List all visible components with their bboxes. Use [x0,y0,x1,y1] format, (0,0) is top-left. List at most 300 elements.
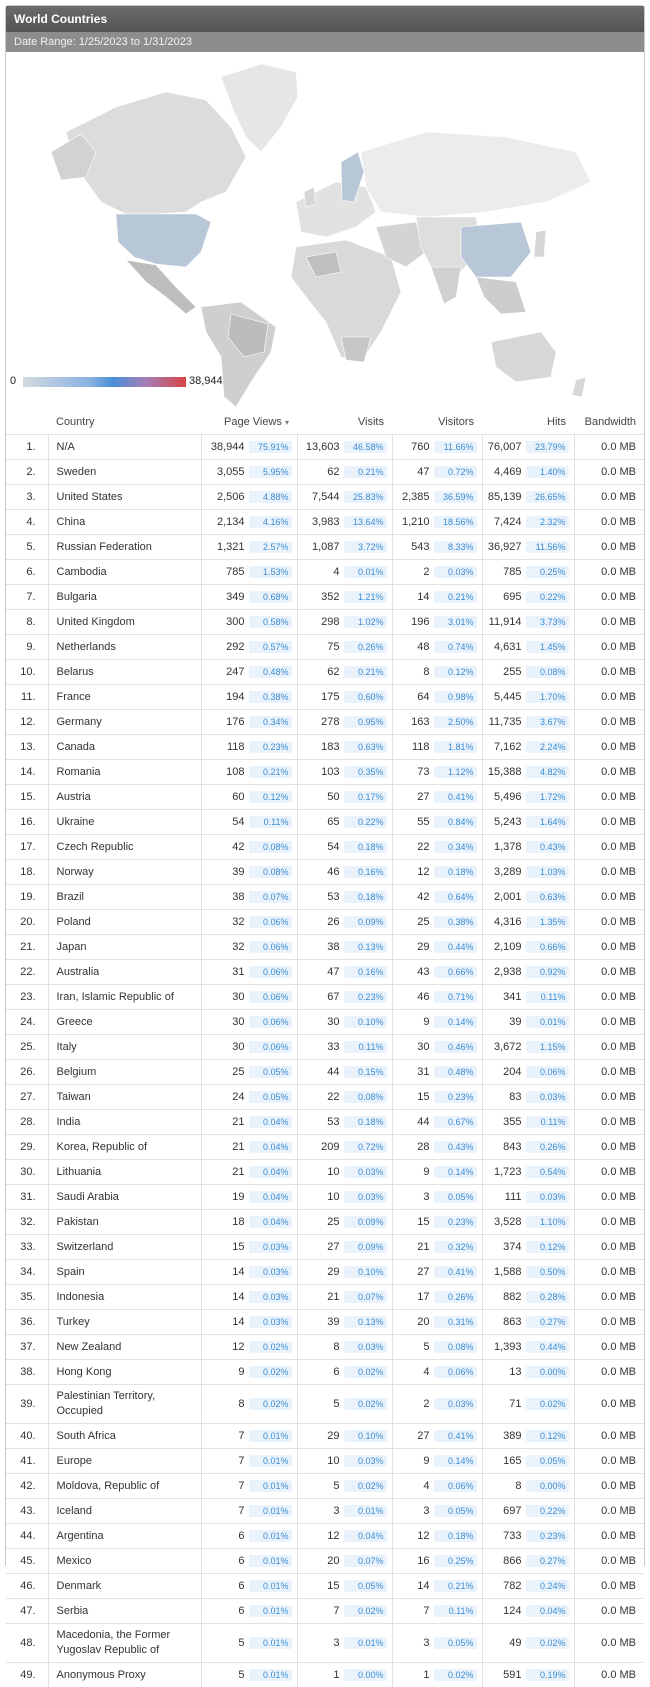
page-views-percent: 0.01% [249,1505,292,1517]
hits-percent: 0.24% [526,1580,569,1592]
row-country[interactable]: Austria [48,785,201,810]
visits-value: 53 [327,891,339,903]
hits-cell [482,1310,574,1335]
row-country[interactable]: Turkey [48,1310,201,1335]
visits-cell [297,1060,392,1085]
row-country[interactable]: Cambodia [48,560,201,585]
header-page-views[interactable] [201,410,297,435]
page-views-cell [201,1310,297,1335]
hits-cell [482,735,574,760]
visitors-value: 4 [423,1366,429,1378]
row-rank: 19. [6,885,48,910]
visitors-percent: 0.67% [434,1116,477,1128]
hits-cell [482,1599,574,1624]
header-hits[interactable]: Hits [482,410,574,435]
map-southeast-asia [476,277,526,314]
hits-value: 4,316 [494,916,522,928]
hits-percent: 2.32% [526,516,569,528]
hits-percent: 0.00% [526,1480,569,1492]
page-views-value: 31 [232,966,244,978]
page-views-percent: 0.06% [249,1016,292,1028]
visits-cell [297,1663,392,1687]
visits-cell [297,660,392,685]
visits-cell [297,710,392,735]
visitors-value: 27 [417,1430,429,1442]
page-views-cell [201,1060,297,1085]
visitors-value: 15 [417,1216,429,1228]
header-bandwidth[interactable]: Bandwidth [574,410,644,435]
visitors-cell [392,960,482,985]
page-views-cell [201,860,297,885]
hits-cell [482,860,574,885]
hits-value: 843 [503,1141,521,1153]
visitors-cell [392,685,482,710]
page-views-value: 247 [226,666,244,678]
page-views-value: 6 [238,1580,244,1592]
visits-value: 298 [321,616,339,628]
visitors-percent: 0.38% [434,916,477,928]
row-country[interactable]: Greece [48,1010,201,1035]
visitors-cell [392,1499,482,1524]
visits-cell [297,1449,392,1474]
visits-percent: 0.10% [344,1430,387,1442]
visits-cell [297,885,392,910]
page-views-cell [201,1185,297,1210]
table-row [6,785,644,810]
row-rank: 43. [6,1499,48,1524]
row-country[interactable]: Czech Republic [48,835,201,860]
map-south-africa [341,337,371,362]
visitors-value: 8 [423,666,429,678]
visitors-percent: 0.64% [434,891,477,903]
row-country[interactable]: China [48,510,201,535]
row-country[interactable]: Lithuania [48,1160,201,1185]
page-views-value: 7 [238,1455,244,1467]
row-bandwidth: 0.0 MB [574,935,644,960]
page-views-cell [201,910,297,935]
visits-percent: 0.22% [344,816,387,828]
visits-value: 20 [327,1555,339,1567]
visitors-percent: 0.25% [434,1555,477,1567]
row-country[interactable]: Macedonia, the Former Yugoslav Republic of [48,1624,201,1663]
row-country[interactable]: Spain [48,1260,201,1285]
hits-cell [482,1474,574,1499]
hits-value: 83 [509,1091,521,1103]
page-views-cell [201,1474,297,1499]
visitors-value: 43 [417,966,429,978]
page-views-cell [201,435,297,460]
row-bandwidth: 0.0 MB [574,1474,644,1499]
visits-cell [297,1010,392,1035]
table-row [6,1663,644,1687]
visitors-value: 15 [417,1091,429,1103]
visits-cell [297,435,392,460]
visits-value: 278 [321,716,339,728]
visitors-cell [392,1524,482,1549]
visits-cell [297,1360,392,1385]
visits-percent: 25.83% [344,491,387,503]
row-country[interactable]: Russian Federation [48,535,201,560]
row-country[interactable]: Indonesia [48,1285,201,1310]
row-bandwidth: 0.0 MB [574,1624,644,1663]
visits-value: 3 [333,1505,339,1517]
visits-percent: 0.16% [344,966,387,978]
row-country[interactable]: Italy [48,1035,201,1060]
hits-cell [482,1160,574,1185]
hits-cell [482,1335,574,1360]
visitors-percent: 1.81% [434,741,477,753]
visitors-cell [392,660,482,685]
visitors-percent: 0.05% [434,1637,477,1649]
world-map[interactable] [6,52,644,410]
table-row [6,685,644,710]
visits-percent: 0.02% [344,1605,387,1617]
visitors-value: 44 [417,1116,429,1128]
page-views-cell [201,1549,297,1574]
hits-value: 1,588 [494,1266,522,1278]
visits-value: 54 [327,841,339,853]
page-views-percent: 0.57% [249,641,292,653]
map-japan [534,230,546,257]
visitors-value: 64 [417,691,429,703]
row-rank: 32. [6,1210,48,1235]
row-country[interactable]: South Africa [48,1424,201,1449]
row-country[interactable]: Poland [48,910,201,935]
row-bandwidth: 0.0 MB [574,910,644,935]
row-country[interactable]: Saudi Arabia [48,1185,201,1210]
visits-percent: 0.10% [344,1266,387,1278]
page-views-cell [201,1285,297,1310]
hits-cell [482,610,574,635]
row-rank: 44. [6,1524,48,1549]
hits-value: 1,378 [494,841,522,853]
visitors-value: 543 [411,541,429,553]
hits-value: 49 [509,1637,521,1649]
hits-value: 5,445 [494,691,522,703]
visits-percent: 0.03% [344,1455,387,1467]
visitors-value: 760 [411,441,429,453]
hits-cell [482,1085,574,1110]
row-country[interactable]: Argentina [48,1524,201,1549]
visitors-cell [392,835,482,860]
hits-value: 5,496 [494,791,522,803]
page-views-value: 6 [238,1555,244,1567]
hits-value: 785 [503,566,521,578]
page-views-value: 12 [232,1341,244,1353]
visitors-percent: 8.33% [434,541,477,553]
visits-value: 209 [321,1141,339,1153]
row-country[interactable]: Canada [48,735,201,760]
visitors-cell [392,1449,482,1474]
hits-cell [482,885,574,910]
hits-percent: 0.04% [526,1605,569,1617]
visits-cell [297,485,392,510]
page-views-cell [201,960,297,985]
row-rank: 22. [6,960,48,985]
page-views-percent: 0.06% [249,991,292,1003]
page-views-percent: 0.02% [249,1398,292,1410]
row-country[interactable]: Moldova, Republic of [48,1474,201,1499]
visitors-percent: 0.41% [434,1266,477,1278]
visitors-value: 17 [417,1291,429,1303]
row-country[interactable]: Brazil [48,885,201,910]
visitors-percent: 0.84% [434,816,477,828]
page-views-value: 14 [232,1291,244,1303]
row-rank: 6. [6,560,48,585]
visits-percent: 0.15% [344,1066,387,1078]
row-bandwidth: 0.0 MB [574,1210,644,1235]
hits-percent: 0.92% [526,966,569,978]
table-header-row [6,410,644,435]
row-bandwidth: 0.0 MB [574,785,644,810]
table-row [6,935,644,960]
visitors-cell [392,710,482,735]
visits-value: 46 [327,866,339,878]
hits-cell [482,1424,574,1449]
visits-value: 183 [321,741,339,753]
row-country[interactable]: Taiwan [48,1085,201,1110]
row-country[interactable]: United States [48,485,201,510]
hits-cell [482,1260,574,1285]
row-country[interactable]: United Kingdom [48,610,201,635]
page-views-cell [201,1524,297,1549]
visits-percent: 0.09% [344,1241,387,1253]
visits-percent: 0.23% [344,991,387,1003]
page-views-percent: 0.34% [249,716,292,728]
visits-percent: 13.64% [344,516,387,528]
row-country[interactable]: Netherlands [48,635,201,660]
row-country[interactable]: Serbia [48,1599,201,1624]
visitors-value: 42 [417,891,429,903]
visits-percent: 0.18% [344,891,387,903]
page-views-value: 194 [226,691,244,703]
visits-cell [297,785,392,810]
world-countries-widget [5,5,645,1566]
row-country[interactable]: Iran, Islamic Republic of [48,985,201,1010]
page-views-cell [201,810,297,835]
visits-cell [297,635,392,660]
page-views-value: 3,055 [217,466,245,478]
table-row [6,1385,644,1424]
row-country[interactable]: Europe [48,1449,201,1474]
table-row [6,835,644,860]
visitors-value: 29 [417,941,429,953]
visitors-cell [392,1599,482,1624]
visitors-percent: 3.01% [434,616,477,628]
row-country[interactable]: Palestinian Territory, Occupied [48,1385,201,1424]
visits-cell [297,960,392,985]
hits-percent: 0.03% [526,1191,569,1203]
sort-desc-icon: ▾ [285,418,289,427]
hits-cell [482,985,574,1010]
visitors-value: 4 [423,1480,429,1492]
visits-cell [297,985,392,1010]
visits-percent: 0.03% [344,1191,387,1203]
row-bandwidth: 0.0 MB [574,685,644,710]
visitors-cell [392,1335,482,1360]
row-country[interactable]: Denmark [48,1574,201,1599]
row-country[interactable]: Sweden [48,460,201,485]
visitors-cell [392,1360,482,1385]
page-views-value: 15 [232,1241,244,1253]
header-visits[interactable]: Visits [297,410,392,435]
row-country[interactable]: Belarus [48,660,201,685]
row-country[interactable]: India [48,1110,201,1135]
row-country[interactable]: Mexico [48,1549,201,1574]
visitors-value: 9 [423,1455,429,1467]
page-views-percent: 0.12% [249,791,292,803]
page-views-value: 2,134 [217,516,245,528]
hits-percent: 0.50% [526,1266,569,1278]
visitors-percent: 36.59% [434,491,477,503]
row-country[interactable]: Germany [48,710,201,735]
page-views-value: 108 [226,766,244,778]
hits-cell [482,560,574,585]
page-views-percent: 0.01% [249,1455,292,1467]
visits-value: 30 [327,1016,339,1028]
visitors-cell [392,1110,482,1135]
page-views-percent: 0.01% [249,1669,292,1681]
row-country[interactable]: Switzerland [48,1235,201,1260]
visits-percent: 46.58% [344,441,387,453]
hits-value: 3,528 [494,1216,522,1228]
hits-percent: 0.12% [526,1430,569,1442]
row-rank: 12. [6,710,48,735]
page-views-cell [201,585,297,610]
row-rank: 27. [6,1085,48,1110]
hits-cell [482,1360,574,1385]
page-views-value: 18 [232,1216,244,1228]
page-views-percent: 0.05% [249,1066,292,1078]
visits-value: 29 [327,1430,339,1442]
visitors-cell [392,435,482,460]
row-rank: 2. [6,460,48,485]
visits-cell [297,1210,392,1235]
row-country[interactable]: Iceland [48,1499,201,1524]
visits-value: 33 [327,1041,339,1053]
page-views-cell [201,1260,297,1285]
hits-percent: 4.82% [526,766,569,778]
row-country[interactable]: Pakistan [48,1210,201,1235]
row-rank: 34. [6,1260,48,1285]
page-views-percent: 0.21% [249,766,292,778]
row-rank: 20. [6,910,48,935]
header-country[interactable]: Country [48,410,201,435]
table-row [6,1449,644,1474]
hits-value: 76,007 [488,441,522,453]
page-views-value: 292 [226,641,244,653]
row-country[interactable]: N/A [48,435,201,460]
visits-value: 44 [327,1066,339,1078]
visits-value: 8 [333,1341,339,1353]
header-visitors[interactable]: Visitors [392,410,482,435]
visitors-value: 12 [417,866,429,878]
hits-value: 204 [503,1066,521,1078]
map-mexico [126,260,196,314]
row-country[interactable]: Romania [48,760,201,785]
row-country[interactable]: Australia [48,960,201,985]
row-rank: 4. [6,510,48,535]
visits-percent: 0.72% [344,1141,387,1153]
row-rank: 31. [6,1185,48,1210]
row-country[interactable]: Belgium [48,1060,201,1085]
visits-percent: 0.60% [344,691,387,703]
hits-percent: 0.25% [526,566,569,578]
hits-cell [482,1624,574,1663]
row-country[interactable]: Anonymous Proxy [48,1663,201,1687]
row-country[interactable]: Japan [48,935,201,960]
page-views-cell [201,635,297,660]
table-row [6,610,644,635]
visitors-value: 27 [417,791,429,803]
table-row [6,860,644,885]
row-country[interactable]: New Zealand [48,1335,201,1360]
visits-percent: 0.26% [344,641,387,653]
row-bandwidth: 0.0 MB [574,1385,644,1424]
visitors-cell [392,1010,482,1035]
visits-percent: 0.05% [344,1580,387,1592]
visits-cell [297,1135,392,1160]
row-rank: 5. [6,535,48,560]
row-bandwidth: 0.0 MB [574,1110,644,1135]
visitors-percent: 2.50% [434,716,477,728]
page-views-cell [201,710,297,735]
visitors-cell [392,1085,482,1110]
row-country[interactable]: Hong Kong [48,1360,201,1385]
visitors-cell [392,785,482,810]
visitors-value: 30 [417,1041,429,1053]
table-row [6,1599,644,1624]
visitors-cell [392,985,482,1010]
visitors-cell [392,585,482,610]
hits-cell [482,1449,574,1474]
row-country[interactable]: France [48,685,201,710]
row-rank: 39. [6,1385,48,1424]
row-bandwidth: 0.0 MB [574,485,644,510]
visits-cell [297,1524,392,1549]
hits-cell [482,960,574,985]
row-rank: 3. [6,485,48,510]
visitors-value: 9 [423,1016,429,1028]
row-country[interactable]: Norway [48,860,201,885]
visitors-value: 55 [417,816,429,828]
page-views-value: 6 [238,1530,244,1542]
visits-value: 21 [327,1291,339,1303]
row-bandwidth: 0.0 MB [574,435,644,460]
page-views-cell [201,785,297,810]
page-views-value: 5 [238,1637,244,1649]
table-row [6,510,644,535]
hits-percent: 0.22% [526,591,569,603]
visits-percent: 0.10% [344,1016,387,1028]
page-views-value: 19 [232,1191,244,1203]
table-row [6,910,644,935]
page-views-percent: 0.06% [249,966,292,978]
row-country[interactable]: Ukraine [48,810,201,835]
visits-cell [297,1335,392,1360]
visitors-cell [392,1035,482,1060]
visits-percent: 0.16% [344,866,387,878]
visits-value: 38 [327,941,339,953]
page-views-percent: 0.01% [249,1605,292,1617]
table-row [6,710,644,735]
visits-cell [297,735,392,760]
page-views-cell [201,1449,297,1474]
table-row [6,1010,644,1035]
row-country[interactable]: Korea, Republic of [48,1135,201,1160]
row-country[interactable]: Bulgaria [48,585,201,610]
visitors-percent: 0.26% [434,1291,477,1303]
